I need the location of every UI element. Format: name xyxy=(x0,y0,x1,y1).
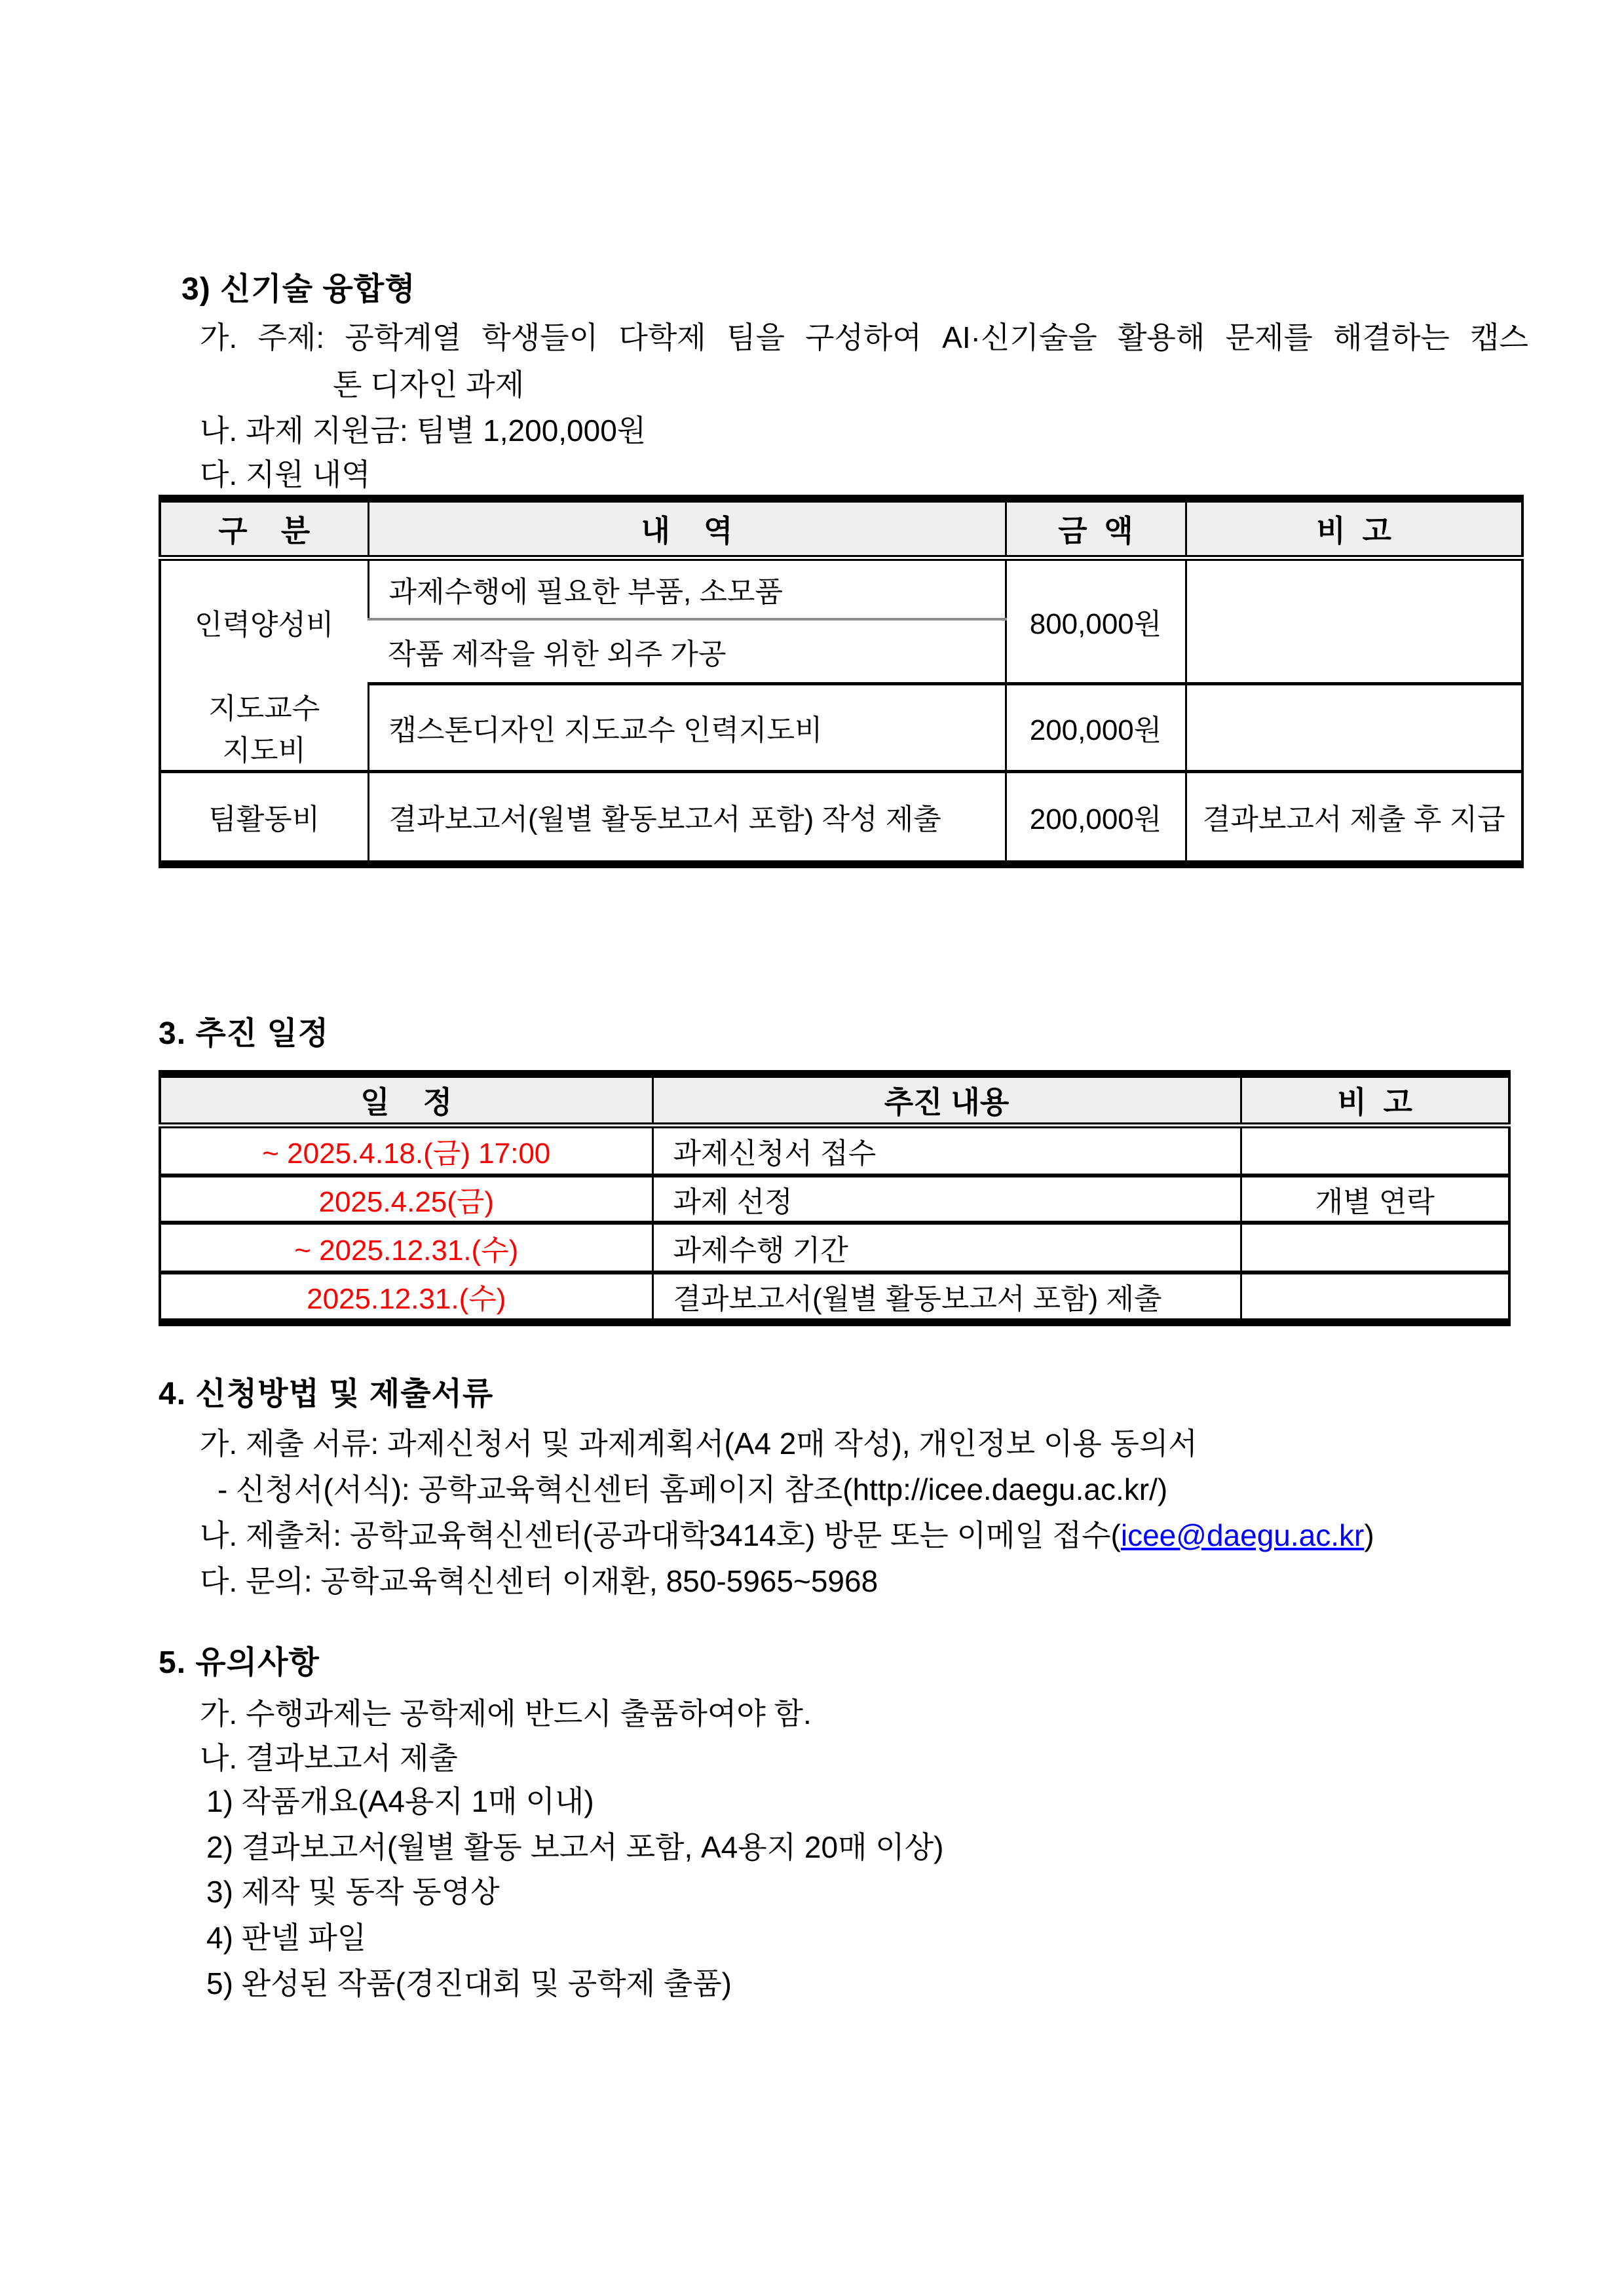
cell-note-individual-contact: 개별 연락 xyxy=(1241,1176,1509,1223)
cell-note-empty xyxy=(1186,683,1522,771)
cell-deadline-apply: ~ 2025.4.18.(금) 17:00 xyxy=(160,1126,652,1176)
header-schedule-date: 일 정 xyxy=(160,1074,652,1126)
table-header-row xyxy=(160,1074,1509,1126)
table-row xyxy=(160,558,1522,619)
cell-amount-800000: 800,000원 xyxy=(1006,558,1186,683)
item-submission-docs: 가. 제출 서류: 과제신청서 및 과제계획서(A4 2매 작성), 개인정보 이용 동의서 xyxy=(200,1426,1198,1461)
item-topic-line2: 톤 디자인 과제 xyxy=(333,368,525,402)
cell-category-advisor xyxy=(160,683,368,771)
cell-detail-outsourcing: 작품 제작을 위한 외주 가공 xyxy=(368,619,1006,683)
header-detail: 내 역 xyxy=(368,499,1006,558)
item-report-submission: 나. 결과보고서 제출 xyxy=(200,1741,458,1775)
item-contact-info: 다. 문의: 공학교육혁신센터 이재환, 850-5965~5968 xyxy=(200,1564,878,1598)
cell-note-empty xyxy=(1241,1223,1509,1272)
section-heading-notes: 5. 유의사항 xyxy=(159,1645,320,1680)
cell-amount-200000: 200,000원 xyxy=(1006,771,1186,864)
item-submission-place xyxy=(200,1515,1374,1556)
schedule-table xyxy=(159,1070,1511,1326)
cell-content-execution: 과제수행 기간 xyxy=(652,1223,1241,1272)
header-amount: 금 액 xyxy=(1006,499,1186,558)
table-row xyxy=(160,771,1522,864)
category-line1: 지도교수 xyxy=(208,692,320,725)
table-row xyxy=(160,1272,1509,1322)
list-item-panel-file: 4) 판넬 파일 xyxy=(206,1921,367,1955)
closing-paren: ) xyxy=(1364,1518,1374,1552)
cell-detail-report: 결과보고서(월별 활동보고서 포함) 작성 제출 xyxy=(368,771,1006,864)
list-item-finished-work: 5) 완성된 작품(경진대회 및 공학제 출품) xyxy=(206,1966,732,2000)
cell-note-empty xyxy=(1241,1272,1509,1322)
table-row xyxy=(160,683,1522,771)
cell-content-selection: 과제 선정 xyxy=(652,1176,1241,1223)
cell-content-apply: 과제신청서 접수 xyxy=(652,1126,1241,1176)
cell-note-empty xyxy=(1241,1126,1509,1176)
cell-note-empty xyxy=(1186,558,1522,683)
item-application-form: - 신청서(서식): 공학교육혁신센터 홈페이지 참조(http://icee.daegu.ac.kr/) xyxy=(217,1472,1168,1506)
item-topic-line1: 가. 주제: 공학계열 학생들이 다학제 팀을 구성하여 AI·신기술을 활용해 문제를 해결하는 캡스 xyxy=(200,320,1528,354)
section-heading-new-tech: 3) 신기술 융합형 xyxy=(181,272,416,307)
table-header-row xyxy=(160,499,1522,558)
header-schedule-content: 추진 내용 xyxy=(652,1074,1241,1126)
list-item-final-report: 2) 결과보고서(월별 활동 보고서 포함, A4용지 20매 이상) xyxy=(206,1830,944,1864)
cell-category-team-activity: 팀활동비 xyxy=(208,803,320,836)
cell-amount-200000: 200,000원 xyxy=(1006,683,1186,771)
cell-date-selection: 2025.4.25(금) xyxy=(160,1176,652,1223)
section-heading-application: 4. 신청방법 및 제출서류 xyxy=(159,1377,494,1411)
item-exhibit-required: 가. 수행과제는 공학제에 반드시 출품하여야 함. xyxy=(200,1696,812,1731)
support-details-table xyxy=(159,495,1524,868)
section-heading-schedule: 3. 추진 일정 xyxy=(159,1016,330,1051)
table-row xyxy=(160,1176,1509,1223)
cell-detail-parts: 과제수행에 필요한 부품, 소모품 xyxy=(368,558,1006,619)
header-schedule-note: 비 고 xyxy=(1241,1074,1509,1126)
header-note: 비 고 xyxy=(1186,499,1522,558)
cell-date-final-report: 2025.12.31.(수) xyxy=(307,1283,506,1315)
cell-category-hr: 인력양성비 xyxy=(194,609,334,641)
item-support-detail-label: 다. 지원 내역 xyxy=(200,457,371,491)
cell-detail-advisor-fee: 캡스톤디자인 지도교수 인력지도비 xyxy=(368,683,1006,771)
category-line2: 지도비 xyxy=(222,734,306,767)
submission-place-text: 나. 제출처: 공학교육혁신센터(공과대학3414호) 방문 또는 이메일 접수( xyxy=(200,1518,1121,1552)
header-category: 구 분 xyxy=(160,499,368,558)
cell-note-payment: 결과보고서 제출 후 지급 xyxy=(1186,771,1522,864)
item-grant-amount: 나. 과제 지원금: 팀별 1,200,000원 xyxy=(200,413,647,448)
table-row xyxy=(160,1223,1509,1272)
email-link[interactable]: icee@daegu.ac.kr xyxy=(1120,1518,1365,1552)
cell-date-execution: ~ 2025.12.31.(수) xyxy=(160,1223,652,1272)
table-row xyxy=(160,1126,1509,1176)
cell-content-final-report: 결과보고서(월별 활동보고서 포함) 제출 xyxy=(652,1272,1241,1322)
list-item-overview: 1) 작품개요(A4용지 1매 이내) xyxy=(206,1784,594,1818)
list-item-video: 3) 제작 및 동작 동영상 xyxy=(206,1875,500,1909)
